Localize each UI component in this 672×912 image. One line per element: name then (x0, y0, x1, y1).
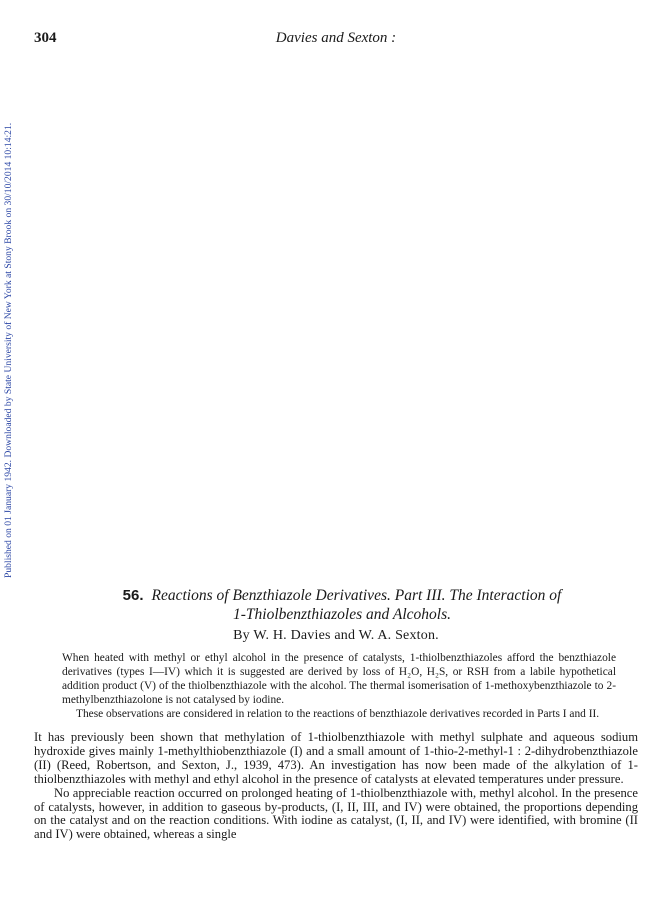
body-paragraph-2: No appreciable reaction occurred on prolonged heating of 1-thiolbenzthiazole with, methyl alcohol. In the presence of catalysts, however, in addition to gaseous by-products, (I, II, III, and IV) were obtained, the proportions depending on the catalyst and on the reaction conditions. With iodine as catalyst, (I, II, and IV) were identified, with bromine (II and IV) were obtained, whereas a single (34, 785, 638, 842)
download-watermark[interactable]: Published on 01 January 1942. Downloaded by State University of New York at Stony Brook on 30/10/2014 10:14:21. (3, 122, 14, 578)
running-title: Davies and Sexton : (275, 30, 397, 46)
article-number: 56. (122, 587, 144, 604)
article-body (34, 731, 638, 842)
abstract-paragraph-1: When heated with methyl or ethyl alcohol in the presence of catalysts, 1-thiolbenzthiazoles afford the benzthiazole derivatives (types I—IV) which it is suggested are derived by loss of H₂O, H₂S, or RSH from a labile hypothetical addition product (V) of the thiolbenzthiazole with the alcohol. The thermal isomerisation of 1-methoxybenzthiazole to 2-methylbenzthiazolone is not catalysed by iodine. (62, 652, 616, 706)
author-byline: By W. H. Davies and W. A. Sexton. (233, 628, 439, 643)
article-title-line-1: Reactions of Benzthiazole Derivatives. Part III. The Interaction of (151, 587, 562, 604)
abstract (62, 652, 616, 722)
article-title-line-2: 1-Thiolbenzthiazoles and Alcohols. (232, 606, 451, 623)
body-paragraph-1: It has previously been shown that methylation of 1-thiolbenzthiazole with methyl sulphate and aqueous sodium hydroxide gives mainly 1-methylthiobenzthiazole (I) and a small amount of 1-thio-2-methyl-1 : 2-dihydrobenzthiazole (II) (Reed, Robertson, and Sexton, J., 1939, 473). An investigation has now been made of the alkylation of 1-thiolbenzthiazoles with methyl and ethyl alcohol in the presence of catalysts at elevated temperatures under pressure. (34, 730, 638, 786)
page-number: 304 (34, 30, 57, 46)
abstract-paragraph-2: These observations are considered in relation to the reactions of benzthiazole derivatives recorded in Parts I and II. (76, 707, 600, 720)
article-title (62, 586, 622, 624)
